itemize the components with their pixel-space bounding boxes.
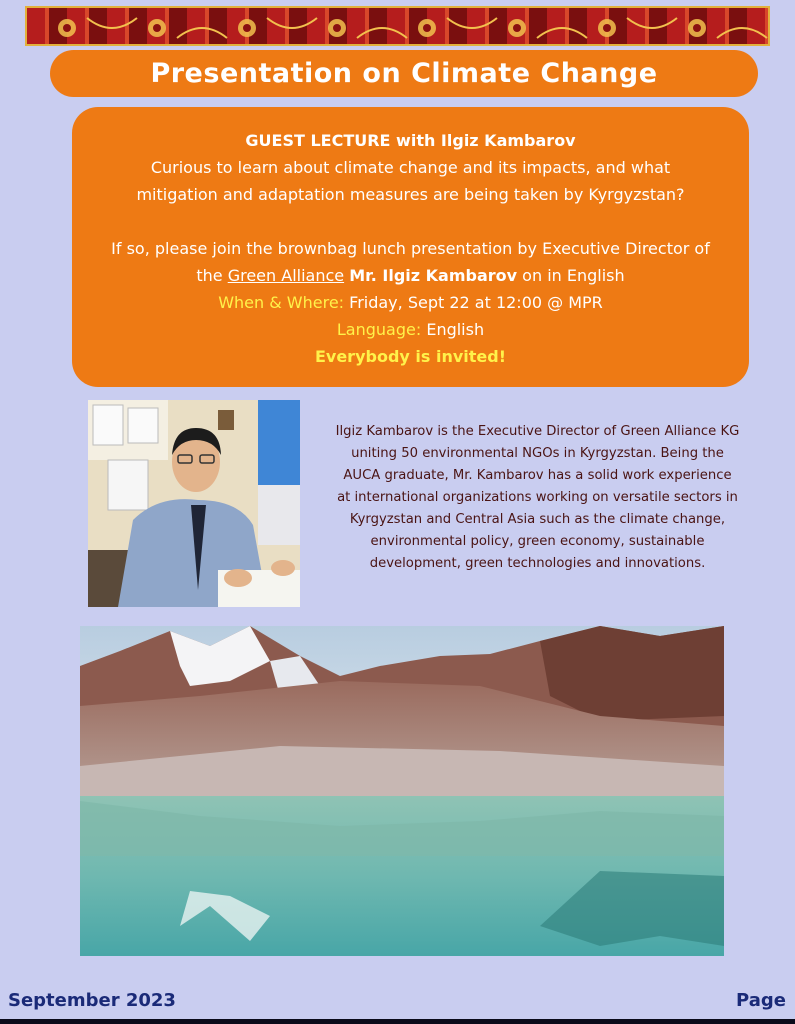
- language-value: English: [426, 320, 485, 339]
- when-value: Friday, Sept 22 at 12:00 @ MPR: [349, 293, 603, 312]
- invite-tail: on in English: [522, 266, 625, 285]
- lecture-info-box: [72, 107, 749, 387]
- invite-all: Everybody is invited!: [314, 347, 507, 366]
- footer-date: September 2023: [8, 990, 176, 1011]
- footer-page-label: Page: [736, 990, 786, 1011]
- intro-line-1: Curious to learn about climate change and its impacts, and what: [150, 158, 671, 177]
- bottom-bar: [0, 1019, 795, 1024]
- intro-line-2: mitigation and adaptation measures are being taken by Kyrgyzstan?: [136, 185, 685, 204]
- speaker-bio: Ilgiz Kambarov is the Executive Director of Green Alliance KG uniting 50 environmental NGOs in Kyrgyzstan. Being the AUCA graduate, Mr. Kambarov has a solid work experience at international organizations working on versatile sectors in Kyrgyzstan and Central Asia such as the climate change, environmental policy, green economy, sustainable development, green technologies and innovations.: [335, 424, 740, 571]
- speaker-photo: [88, 400, 300, 607]
- when-label: When & Where:: [218, 293, 345, 312]
- page-title: Presentation on Climate Change: [50, 50, 758, 97]
- lecture-heading: GUEST LECTURE with Ilgiz Kambarov: [245, 131, 576, 150]
- speaker-name: Mr. Ilgiz Kambarov: [349, 266, 518, 285]
- language-line: [82, 316, 739, 343]
- language-label: Language:: [336, 320, 422, 339]
- invite-line-1: If so, please join the brownbag lunch presentation by Executive Director of: [111, 239, 710, 258]
- when-where-line: [82, 289, 739, 316]
- invite-the: the: [196, 266, 223, 285]
- decorative-ornament-banner: [25, 6, 770, 46]
- mountain-lake-image: [80, 626, 724, 956]
- ornament-pattern: [27, 8, 770, 46]
- green-alliance-link[interactable]: Green Alliance: [227, 266, 345, 285]
- invite-line-2: [82, 262, 739, 289]
